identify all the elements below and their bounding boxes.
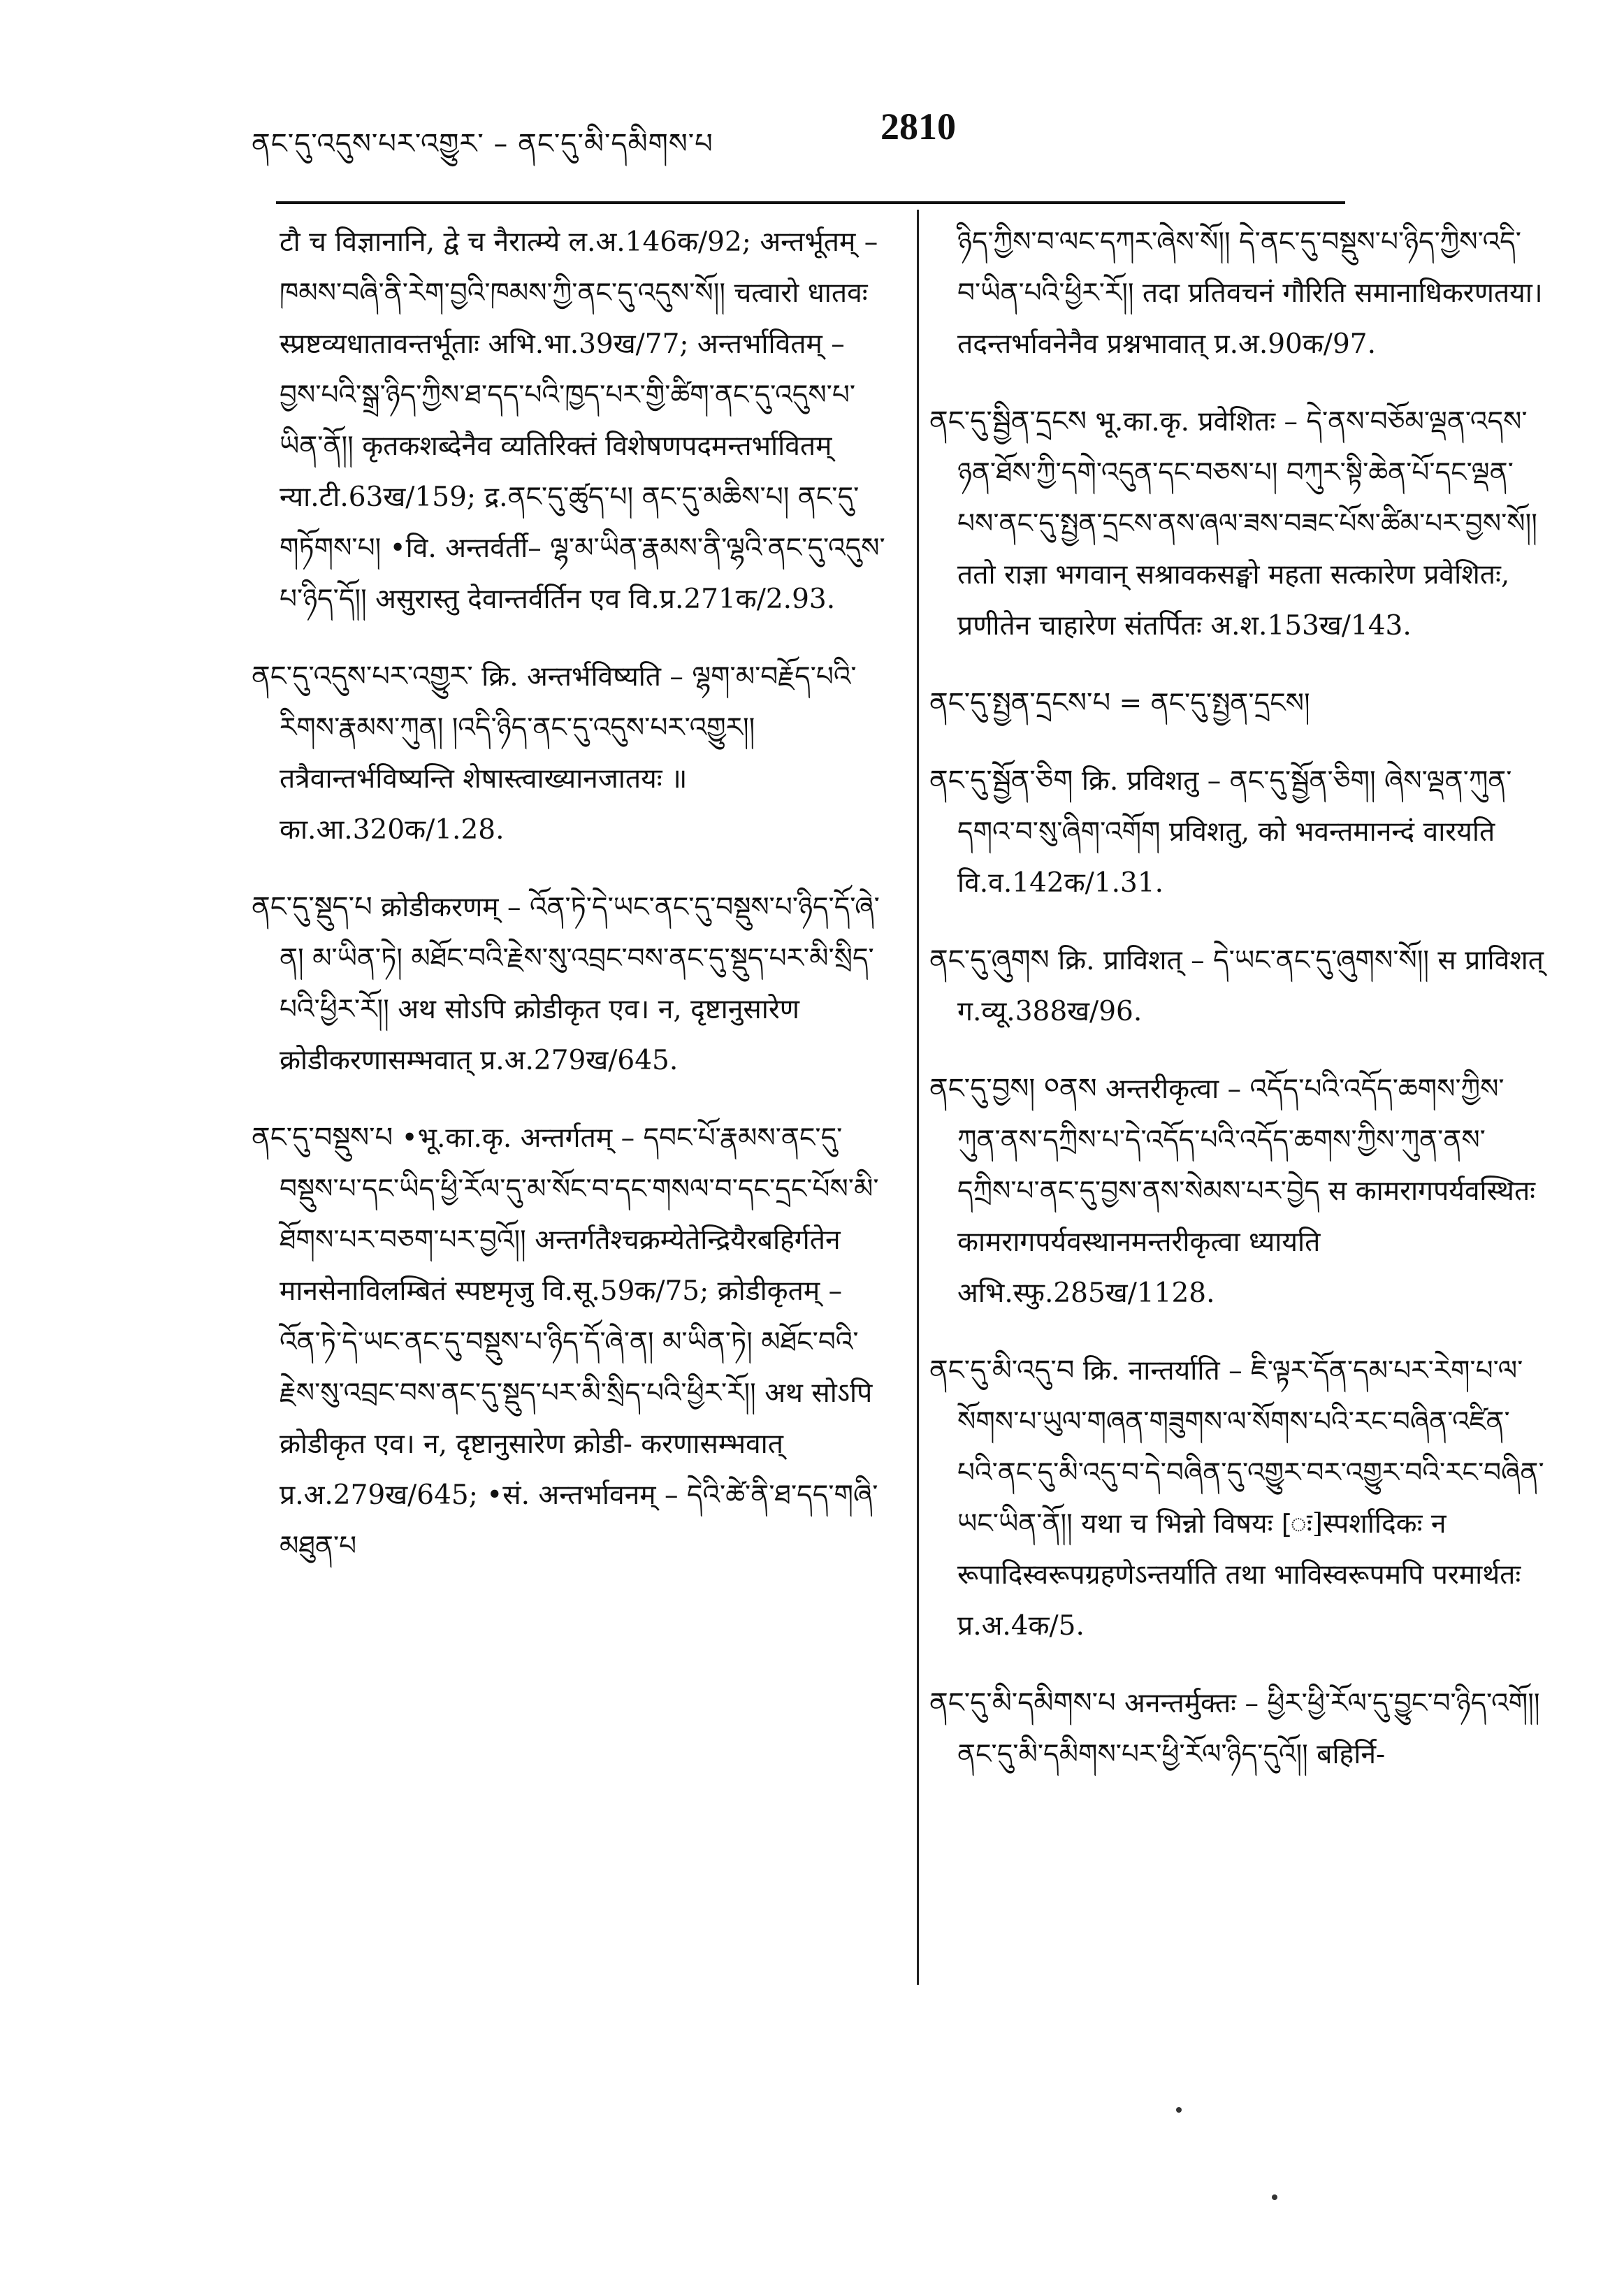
dictionary-entry xyxy=(929,935,1544,1037)
entry-text: क्रि. नान्तर्याति – ཇི་ལྟར་དོན་དམ་པར་རེག་པ་ལ་སོགས་པ་ཡུལ་གཞན་གཟུགས་ལ་སོགས་པའི་རང་བཞིན་འཛིན་པའི་ནང་དུ་མི་འདུ་བ་དེ་བཞིན་དུ་འགྱུར་བར་འགྱུར་བའི་རང་བཞིན་ཡང་ཡིན་ནོ།། यथा च भिन्नो विषयः [ः]स्पर्शादिकः न रूपादिस्वरूपग्रहणेऽन्तर्याति तथा भाविस्वरूपमपि परमार्थतः प्र.अ.4क/5. xyxy=(957,1355,1544,1642)
dictionary-entry xyxy=(929,1345,1544,1651)
entry-text: क्रोडीकरणम् – འོན་ཏེ་དེ་ཡང་ནང་དུ་བསྡུས་པ་ཉིད་དོ་ཞེ་ན། མ་ཡིན་ཏེ། མཐོང་བའི་རྗེས་སུ་འབྲང་བས་ནང་དུ་སྡུད་པར་མི་སྲིད་པའི་ཕྱིར་རོ།། अथ सोऽपि क्रोडीकृत एव। न, दृष्टानुसारेण क्रोडीकरणासम्भवात् प्र.अ.279ख/645. xyxy=(280,892,880,1076)
dictionary-entry xyxy=(252,651,891,855)
entry-headword: ནང་དུ་མི་དམིགས་པ xyxy=(929,1687,1116,1719)
entry-text: भू.का.कृ. प्रवेशितः – དེ་ནས་བཅོམ་ལྡན་འདས་ཉན་ཐོས་ཀྱི་དགེ་འདུན་དང་བཅས་པ། བཀུར་སྟི་ཆེན་པོ་དང་ལྡན་པས་ནང་དུ་སྤྱན་དྲངས་ནས་ཞལ་ཟས་བཟང་པོས་ཚིམ་པར་བྱས་སོ།། ततो राज्ञा भगवान् सश्रावकसङ्घो महता सत्कारेण प्रवेशितः, प्रणीतेन चाहारेण संतर्पितः अ.श.153ख/143. xyxy=(957,406,1537,642)
entry-headword: ནང་དུ་ཞུགས xyxy=(929,944,1050,976)
entry-headword: ནང་དུ་སྡུད་པ xyxy=(252,891,372,923)
entry-text: ཉིད་ཀྱིས་བ་ལང་དཀར་ཞེས་སོ།། དེ་ནང་དུ་བསྡུས་པ་ཉིད་ཀྱིས་འདི་བ་ཡིན་པའི་ཕྱིར་རོ།། तदा प्रतिवचनं गौरिति समानाधिकरणतया। तदन्तर्भावनेनैव प्रश्नभावात् प्र.अ.90क/97. xyxy=(957,226,1543,360)
dictionary-entry xyxy=(252,217,891,625)
header-rule xyxy=(276,201,1345,204)
entry-headword: ནང་དུ་སྦྱོན་ཅིག xyxy=(929,765,1073,797)
dictionary-entry xyxy=(252,882,891,1086)
entry-headword: ནང་དུ་བྱས། ༠ནས xyxy=(929,1073,1097,1105)
entry-text: = ནང་དུ་སྤྱན་དྲངས། xyxy=(1119,688,1310,719)
entry-headword: ནང་དུ་མི་འདུ་བ xyxy=(929,1354,1075,1387)
entry-text: क्रि. प्राविशत् – དེ་ཡང་ནང་དུ་ཞུགས་སོ།། स प्राविशत् ग.व्यू.388ख/96. xyxy=(957,945,1544,1027)
entry-text: •भू.का.कृ. अन्तर्गतम् – དབང་པོ་རྣམས་ནང་དུ་བསྡུས་པ་དང་ཡིད་ཕྱི་རོལ་དུ་མ་སོང་བ་དང་གསལ་བ་དང་དྲང་པོས་མི་ཐོགས་པར་བཅག་པར་བྱའོ།། अन्तर्गतैश्चक्रम्येतेन्द्रियैरबहिर्गतेन मानसेनाविलम्बितं स्पष्टमृजु वि.सू.59क/75; क्रोडीकृतम् – འོན་ཏེ་དེ་ཡང་ནང་དུ་བསྡུས་པ་ཉིད་དོ་ཞེ་ན། མ་ཡིན་ཏེ། མཐོང་བའི་རྗེས་སུ་འབྲང་བས་ནང་དུ་སྡུད་པར་མི་སྲིད་པའི་ཕྱིར་རོ།། अथ सोऽपि क्रोडीकृत एव। न, दृष्टानुसारेण क्रोडी- करणासम्भवात् प्र.अ.279ख/645; •सं. अन्तर्भावनम् – དེའི་ཚེ་ནི་ཐ་དད་གཞི་མཐུན་པ xyxy=(280,1122,879,1562)
dictionary-entry xyxy=(929,755,1544,909)
entry-text: अनन्तर्मुक्तः – ཕྱིར་ཕྱི་རོལ་དུ་བྱུང་བ་ཉིད་འགོ།། ནང་དུ་མི་དམིགས་པར་ཕྱི་རོལ་ཉིད་དུའོ།། बहिर्नि- xyxy=(957,1688,1540,1770)
entry-text: टौ च विज्ञानानि, द्वे च नैरात्म्ये ल.अ.146क/92; अन्तर्भूतम् – ཁམས་བཞི་ནི་རེག་བྱའི་ཁམས་ཀྱི་ནང་དུ་འདུས་སོ།། चत्वारो धातवः स्प्रष्टव्यधातावन्तर्भूताः अभि.भा.39ख/77; अन्तर्भावितम् – བྱས་པའི་སྒྲ་ཉིད་ཀྱིས་ཐ་དད་པའི་ཁྱད་པར་གྱི་ཚིག་ནང་དུ་འདུས་པ་ཡིན་ནོ།། कृतकशब्देनैव व्यतिरिक्तं विशेषणपदमन्तर्भावितम् न्या.टी.63ख/159; द्र.ནང་དུ་ཚུད་པ། ནང་དུ་མཆིས་པ། ནང་དུ་གཏོགས་པ། •वि. अन्तर्वर्ती– ལྷ་མ་ཡིན་རྣམས་ནི་ལྷའི་ནང་དུ་འདུས་པ་ཉིད་དོ།། असुरास्तु देवान्तर्वर्तिन एव वि.प्र.271क/2.93. xyxy=(280,226,885,615)
guide-words: ནང་དུ་འདུས་པར་འགྱུར་ – ནང་དུ་མི་དམིགས་པ xyxy=(252,128,713,160)
entry-text: क्रि. प्रविशतु – ནང་དུ་སྦྱོན་ཅིག། ཞེས་ལྡན་ཀུན་དགའ་བ་སུ་ཞིག་འགོག प्रविशतु, को भवन्तमानन्दं वारयति वि.व.142क/1.31. xyxy=(957,765,1512,899)
entry-headword: ནང་དུ་སྤྱན་དྲངས་པ xyxy=(929,687,1111,719)
entry-headword: ནང་དུ་བསྡུས་པ xyxy=(252,1122,393,1154)
right-column xyxy=(929,217,1544,1807)
dictionary-entry xyxy=(929,1678,1544,1780)
entry-text: अन्तरीकृत्वा – འདོད་པའི་འདོད་ཆགས་ཀྱིས་ཀུན་ནས་དཀྲིས་པ་དེ་འདོད་པའི་འདོད་ཆགས་ཀྱིས་ཀུན་ནས་དཀྲིས་པ་ནང་དུ་བྱས་ནས་སེམས་པར་བྱེད स कामरागपर्यवस्थितः कामरागपर्यवस्थानमन्तरीकृत्वा ध्यायति अभि.स्फु.285ख/1128. xyxy=(957,1073,1536,1309)
entry-headword: ནང་དུ་འདུས་པར་འགྱུར་ xyxy=(252,660,473,693)
dictionary-entry xyxy=(929,217,1544,370)
dictionary-entry xyxy=(929,396,1544,651)
scan-speck xyxy=(1272,2194,1277,2200)
dictionary-entry xyxy=(929,678,1544,729)
page-number: 2810 xyxy=(880,106,956,147)
running-header xyxy=(252,105,1342,168)
dictionary-entry xyxy=(252,1113,891,1572)
dictionary-entry xyxy=(929,1064,1544,1319)
column-divider xyxy=(917,210,919,1985)
entry-text: क्रि. अन्तर्भविष्यति – ལྷག་མ་བརྗོད་པའི་རིགས་རྣམས་ཀུན། །འདི་ཉིད་ནང་དུ་འདུས་པར་འགྱུར།། तत्रैवान्तर्भविष्यन्ति शेषास्त्वाख्यानजातयः ॥ का.आ.320क/1.28. xyxy=(280,661,857,846)
left-column xyxy=(252,217,891,1598)
scan-speck xyxy=(1176,2107,1182,2113)
entry-headword: ནང་དུ་སྦྱིན་དྲངས xyxy=(929,405,1087,437)
